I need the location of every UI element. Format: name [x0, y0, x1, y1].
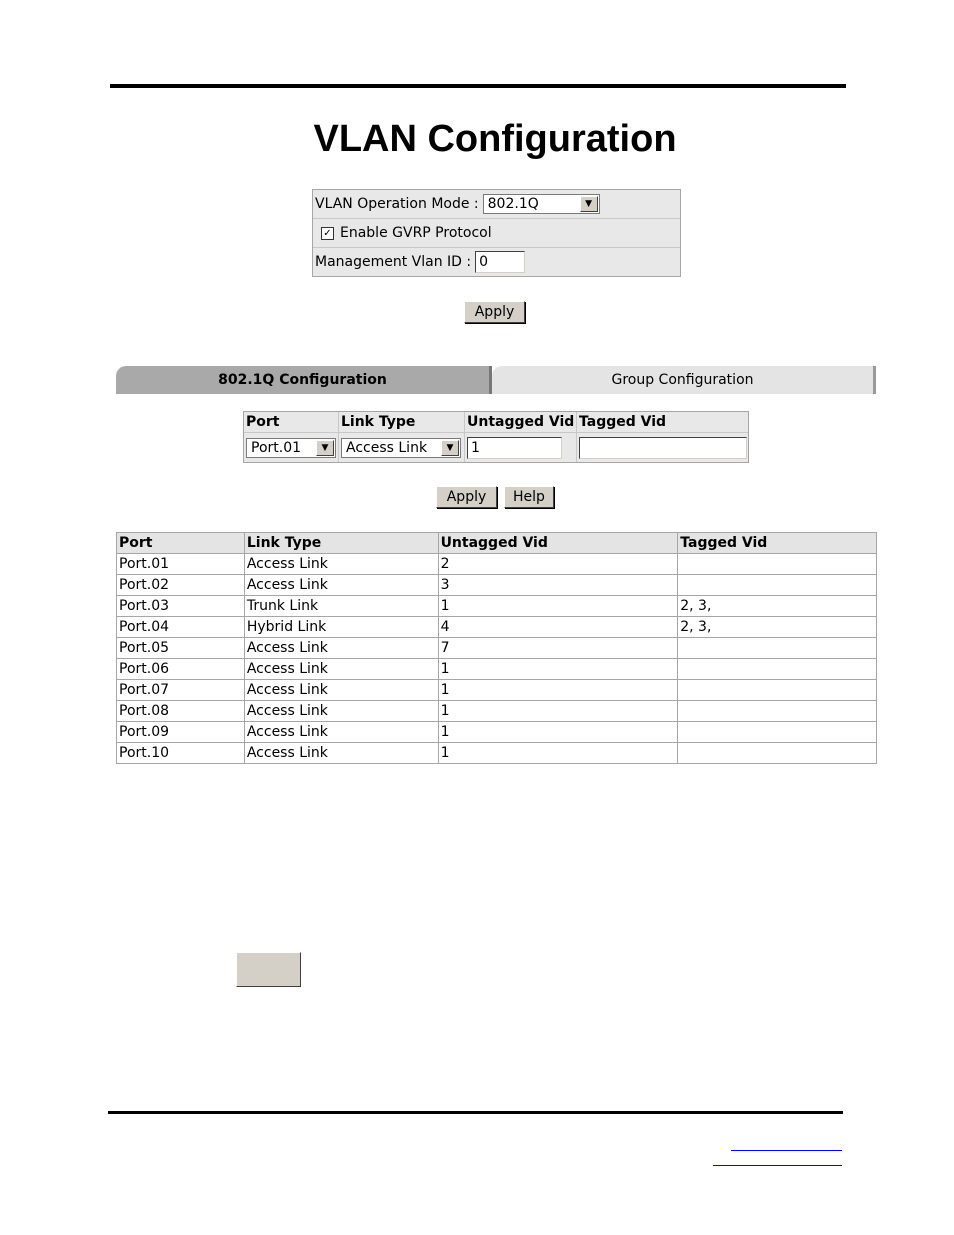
- footer-link-underline[interactable]: [713, 1165, 842, 1166]
- table-row: [117, 575, 877, 596]
- table-row: [117, 596, 877, 617]
- editor-header-untagged: Untagged Vid: [465, 412, 577, 433]
- port-cell: Port.03: [117, 596, 245, 617]
- link-type-cell: Trunk Link: [244, 596, 438, 617]
- link-type-cell: Access Link: [244, 659, 438, 680]
- link-type-select[interactable]: [341, 438, 461, 458]
- table-row: [117, 722, 877, 743]
- mode-label: VLAN Operation Mode :: [315, 196, 479, 212]
- untagged-vid-cell: 7: [438, 638, 678, 659]
- gvrp-label: Enable GVRP Protocol: [340, 225, 492, 241]
- table-row: [117, 680, 877, 701]
- untagged-vid-cell: 3: [438, 575, 678, 596]
- untagged-vid-cell: 1: [438, 680, 678, 701]
- link-type-cell: Access Link: [244, 680, 438, 701]
- editor-header-link-type: Link Type: [339, 412, 465, 433]
- tab-8021q-configuration[interactable]: 802.1Q Configuration: [116, 366, 492, 394]
- link-type-cell: Access Link: [244, 575, 438, 596]
- tagged-vid-cell: [678, 743, 877, 764]
- untagged-vid-cell: 1: [438, 701, 678, 722]
- table-row: [117, 617, 877, 638]
- tagged-vid-cell: [678, 659, 877, 680]
- port-select-value: Port.01: [251, 439, 302, 456]
- apply-settings-button[interactable]: Apply: [464, 301, 525, 323]
- top-rule: [110, 84, 846, 88]
- untagged-vid-cell: 1: [438, 722, 678, 743]
- tab-group-configuration[interactable]: Group Configuration: [492, 366, 876, 394]
- mode-row: [313, 190, 680, 219]
- dropdown-arrow-icon[interactable]: ▼: [316, 440, 334, 456]
- link-type-cell: Access Link: [244, 722, 438, 743]
- port-cell: Port.08: [117, 701, 245, 722]
- table-header-row: [117, 533, 877, 554]
- mgmt-label: Management Vlan ID :: [315, 254, 472, 270]
- link-type-cell: Hybrid Link: [244, 617, 438, 638]
- link-type-cell: Access Link: [244, 743, 438, 764]
- column-header-port: Port: [117, 533, 245, 554]
- editor-header-tagged: Tagged Vid: [577, 412, 748, 433]
- link-type-cell: Access Link: [244, 554, 438, 575]
- tab-bar: [116, 366, 876, 394]
- port-cell: Port.02: [117, 575, 245, 596]
- page-title: VLAN Configuration: [313, 118, 677, 160]
- port-editor: [243, 411, 749, 463]
- tagged-vid-cell: 2, 3,: [678, 617, 877, 638]
- mgmt-row: [313, 248, 680, 276]
- link-type-cell: Access Link: [244, 638, 438, 659]
- table-row: [117, 659, 877, 680]
- port-cell: Port.05: [117, 638, 245, 659]
- bottom-rule: [108, 1111, 843, 1114]
- port-cell: Port.06: [117, 659, 245, 680]
- tagged-vid-cell: [678, 722, 877, 743]
- dropdown-arrow-icon[interactable]: ▼: [441, 440, 459, 456]
- port-select[interactable]: [246, 438, 336, 458]
- editor-port-cell: [244, 433, 339, 462]
- help-button[interactable]: Help: [504, 486, 554, 508]
- tagged-vid-cell: [678, 638, 877, 659]
- vlan-settings-panel: [312, 189, 681, 277]
- gvrp-row: [313, 219, 680, 248]
- link-type-select-value: Access Link: [346, 439, 428, 456]
- port-cell: Port.07: [117, 680, 245, 701]
- dropdown-arrow-icon[interactable]: ▼: [580, 196, 598, 212]
- footer-link-underline[interactable]: [731, 1150, 842, 1151]
- port-cell: Port.09: [117, 722, 245, 743]
- untagged-vid-cell: 1: [438, 596, 678, 617]
- port-cell: Port.04: [117, 617, 245, 638]
- port-cell: Port.01: [117, 554, 245, 575]
- editor-link-type-cell: [339, 433, 465, 462]
- tagged-vid-cell: [678, 554, 877, 575]
- vlan-mode-select[interactable]: [483, 194, 600, 214]
- gvrp-checkbox[interactable]: ✓: [321, 227, 334, 240]
- table-row: [117, 638, 877, 659]
- tagged-vid-cell: [678, 680, 877, 701]
- tagged-vid-cell: [678, 701, 877, 722]
- editor-header-port: Port: [244, 412, 339, 433]
- column-header-link-type: Link Type: [244, 533, 438, 554]
- tagged-vid-input[interactable]: [579, 437, 747, 459]
- column-header-untagged-vid: Untagged Vid: [438, 533, 678, 554]
- tagged-vid-cell: 2, 3,: [678, 596, 877, 617]
- untagged-vid-input[interactable]: 1: [467, 437, 562, 459]
- port-vlan-table: [116, 532, 877, 764]
- editor-tagged-cell: [577, 433, 748, 462]
- vlan-mode-value: 802.1Q: [487, 196, 539, 212]
- blank-button[interactable]: [236, 952, 301, 987]
- table-row: [117, 743, 877, 764]
- link-type-cell: Access Link: [244, 701, 438, 722]
- port-cell: Port.10: [117, 743, 245, 764]
- table-row: [117, 554, 877, 575]
- apply-port-button[interactable]: Apply: [436, 486, 497, 508]
- untagged-vid-cell: 1: [438, 743, 678, 764]
- mgmt-vlan-input[interactable]: 0: [475, 251, 525, 273]
- untagged-vid-cell: 1: [438, 659, 678, 680]
- editor-row: [244, 433, 748, 462]
- editor-untagged-cell: [465, 433, 577, 462]
- untagged-vid-cell: 2: [438, 554, 678, 575]
- table-row: [117, 701, 877, 722]
- untagged-vid-cell: 4: [438, 617, 678, 638]
- column-header-tagged-vid: Tagged Vid: [678, 533, 877, 554]
- tagged-vid-cell: [678, 575, 877, 596]
- editor-header: [244, 412, 748, 433]
